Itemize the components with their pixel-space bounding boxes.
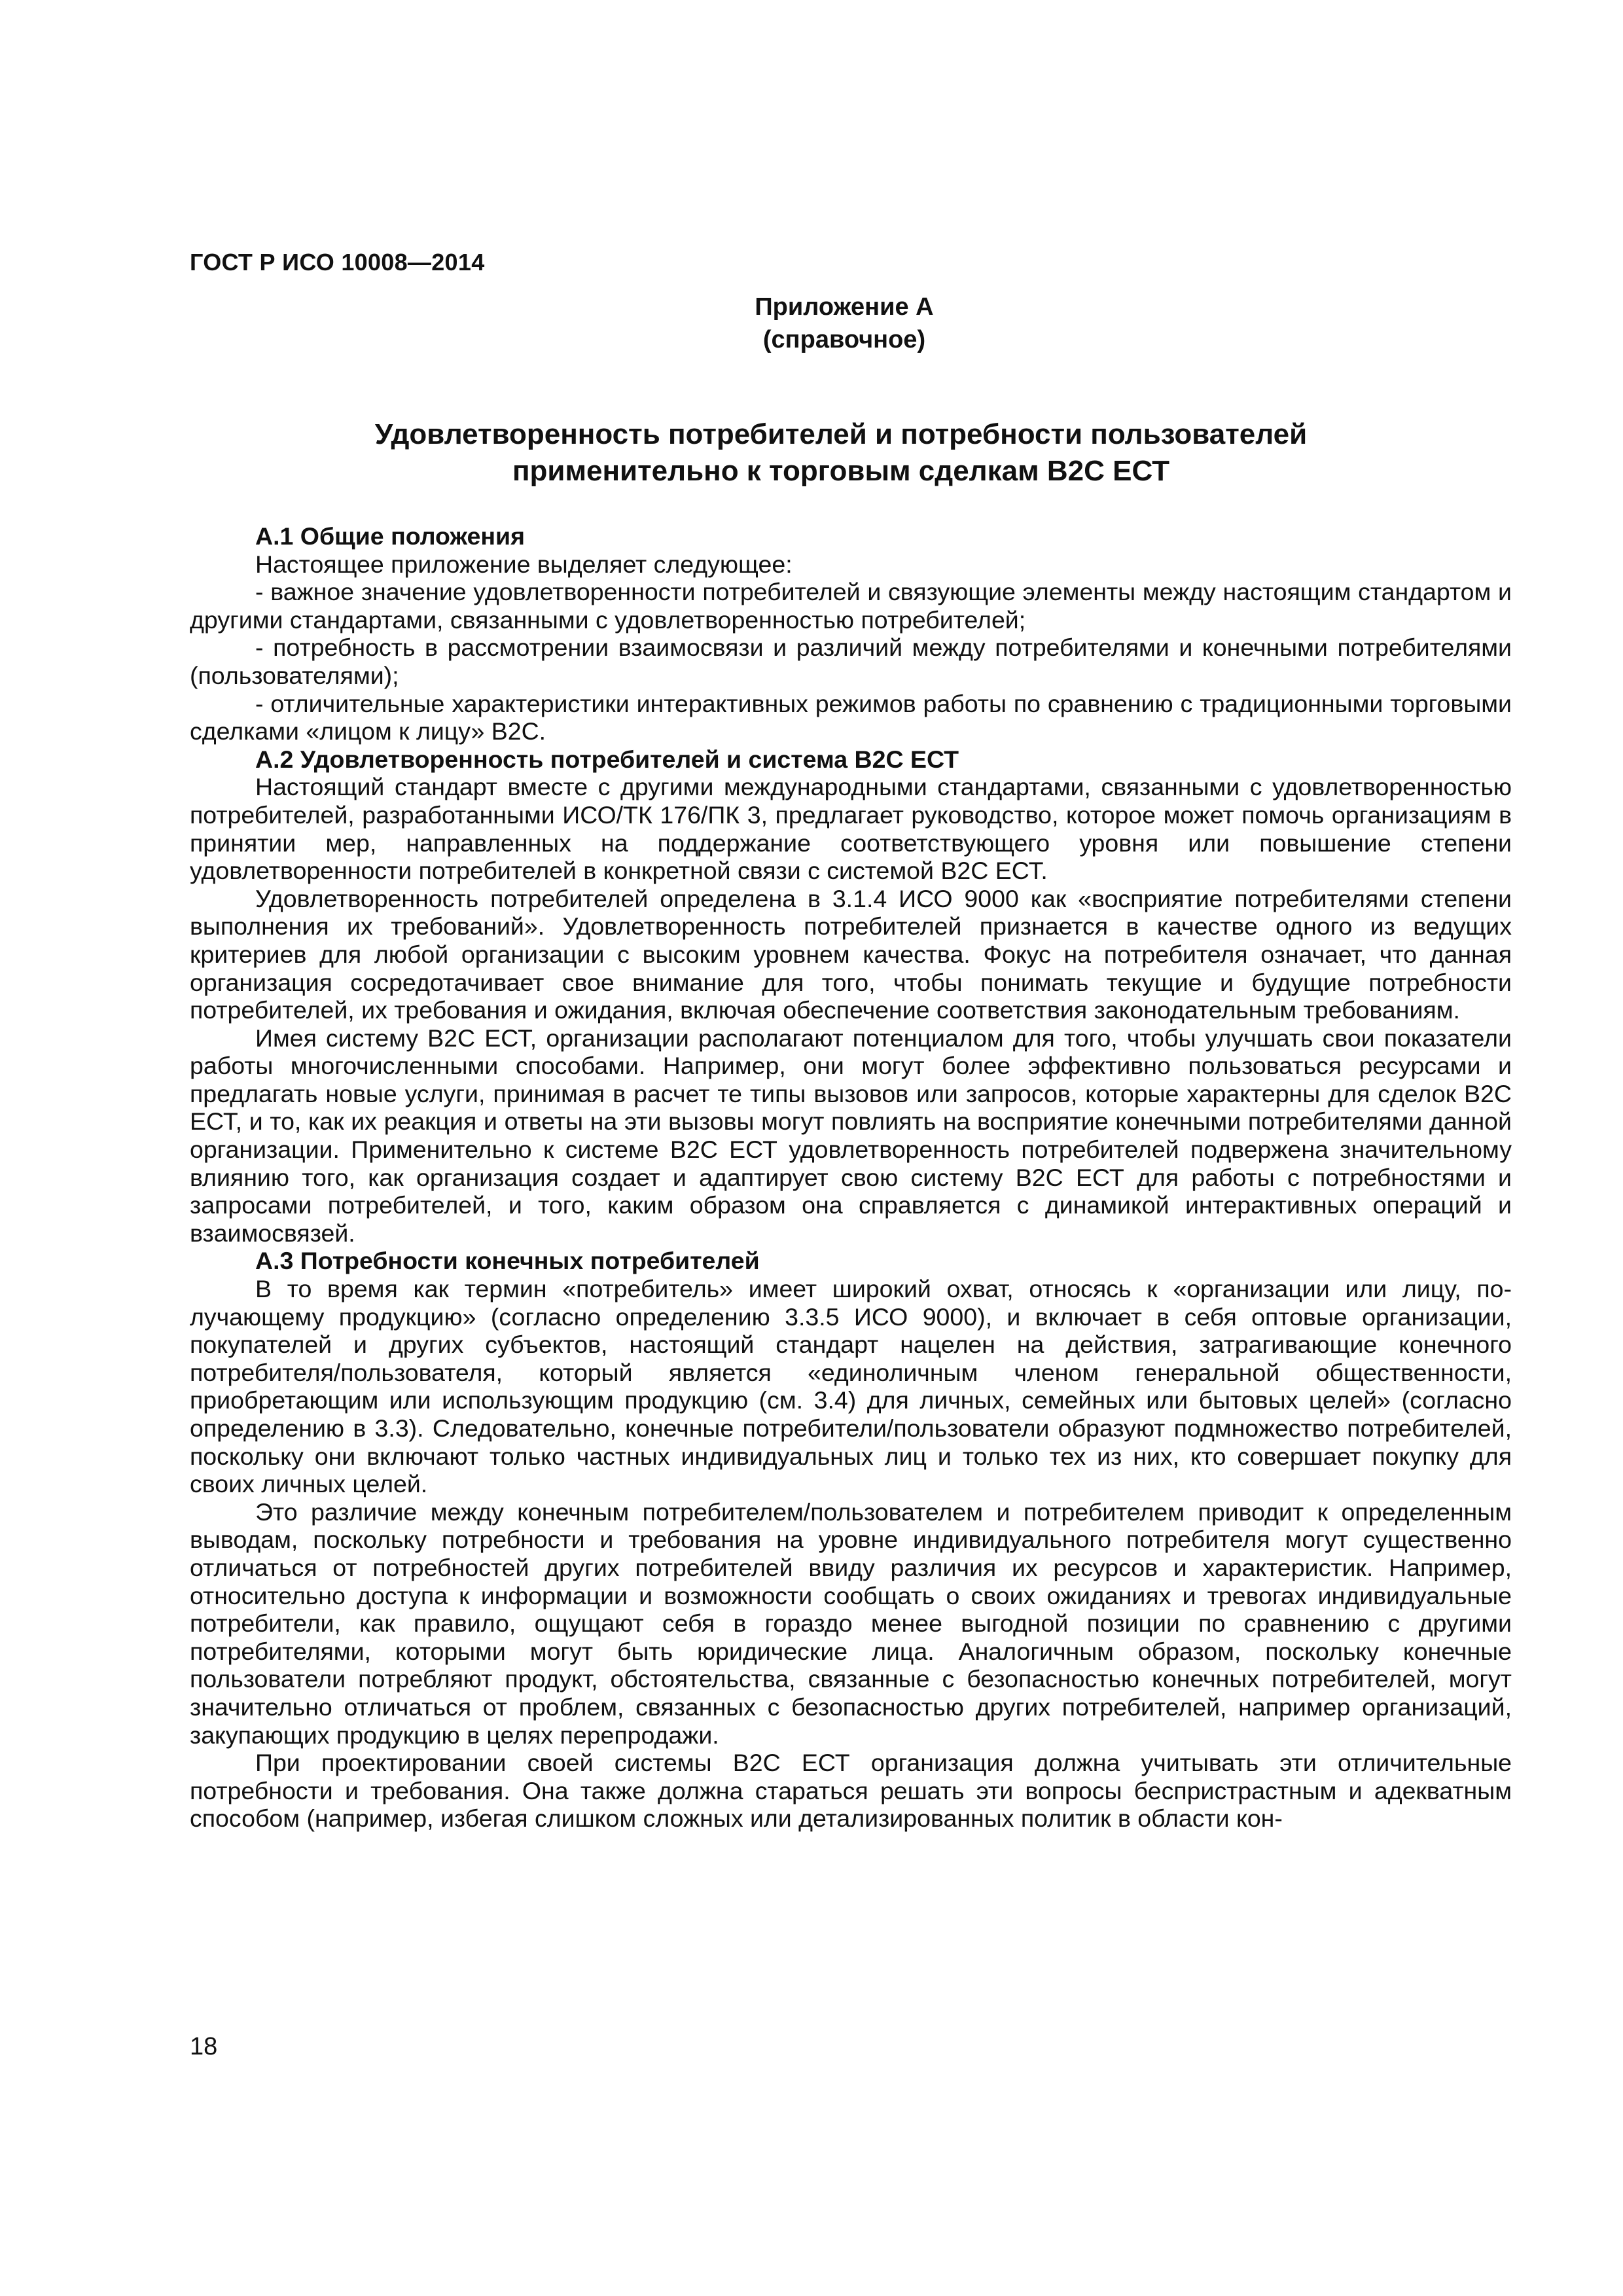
paragraph: Настоящее приложение выделяет следующее: [255,550,793,578]
paragraph: При проектировании своей системы В2С ЕСТ организация должна учитывать эти отличительные потребности и требования. Она также должна стараться решать эти вопросы беспристрастным и адекватным способом (например, избегая слишком сложных или детализированных политик в области кон- [190,1749,1512,1833]
annex-title [190,416,1492,490]
annex-type: (справочное) [762,326,926,353]
annex-label: Приложение А [755,293,934,321]
document-code: ГОСТ Р ИСО 10008—2014 [190,249,485,276]
paragraph: Удовлетворенность потребителей определена в 3.1.4 ИСО 9000 как «восприятие потребителями степени выполнения их требований». Удовлетворенность потребителей признается в качестве одного из ведущих критериев для любой организации с высоким уровнем качества. Фокус на потребителя означает, что данная организация сосредотачивает свое внимание для того, чтобы понимать текущие и будущие потребности потребителей, их требования и ожидания, включая обеспечение соответствия законодательным требованиям. [190,884,1512,1024]
annex-block [0,291,1623,356]
paragraph: В то время как термин «потребитель» имеет широкий охват, относясь к «организации или лицу, получающему продукцию» (согласно определению 3.3.5 ИСО 9000), и включает в себя оптовые организации, покупателей и других субъектов, настоящий стандарт нацелен на действия, затрагивающие конечного потребителя/пользователя, который является «единоличным членом генеральной общественности, приобретающим или использующим продукцию (см. 3.4) для личных, семейных или бытовых целей» (согласно определению в 3.3). Следовательно, конечные потребители/пользователи образуют подмножество потребителей, поскольку они включают только частных индивидуальных лиц и только тех из них, кто совершает покупку для своих личных целей. [190,1275,1512,1498]
section-heading-a3: А.3 Потребности конечных потребителей [255,1247,760,1275]
annex-title-line-1: Удовлетворенность потребителей и потребности пользователей [374,418,1308,450]
document-body [190,522,1512,1833]
list-item: - важное значение удовлетворенности потребителей и связующие элементы между настоящим стандартом и другими стандартами, связанными с удовлетворенностью потребителей; [190,578,1512,634]
annex-title-line-2: применительно к торговым сделкам В2С ЕСТ [512,455,1170,487]
section-heading-a2: А.2 Удовлетворенность потребителей и система В2С ЕСТ [255,745,959,773]
paragraph: Настоящий стандарт вместе с другими международными стандартами, связанными с удовлетворенностью потребителей, разработанными ИСО/ТК 176/ПК 3, предлагает руководство, которое может помочь организациям в принятии мер, направленных на поддержание соответствующего уровня или повышение степени удовлетворенности потребителей в конкретной связи с системой В2С ЕСТ. [190,773,1512,885]
page-number: 18 [190,2033,218,2060]
section-heading-a1: А.1 Общие положения [255,522,525,550]
list-item: - отличительные характеристики интерактивных режимов работы по сравнению с традиционными торговыми сделками «лицом к лицу» В2С. [190,689,1512,745]
paragraph: Это различие между конечным потребителем/пользователем и потребителем приводит к определенным выводам, поскольку потребности и требования на уровне индивидуального потребителя могут существенно отличаться от потребностей других потребителей ввиду различия их ресурсов и характеристик. Например, относительно доступа к информации и возможности сообщать о своих ожиданиях и тревогах индивидуальные потребители, как правило, ощущают себя в гораздо менее выгодной позиции по сравнению с другими потребителями, которыми могут быть юридические лица. Аналогичным образом, поскольку конечные пользователи потребляют продукт, обстоятельства, связанные с безопасностью конечных потребителей, могут значительно отличаться от проблем, связанных с безопасностью других потребителей, например организаций, закупающих продукцию в целях перепродажи. [190,1498,1512,1749]
paragraph: Имея систему В2С ЕСТ, организации располагают потенциалом для того, чтобы улучшать свои показатели работы многочисленными способами. Например, они могут более эффективно пользоваться ресурсами и предлагать новые услуги, принимая в расчет те типы вызовов или запросов, которые характерны для сделок В2С ЕСТ, и то, как их реакция и ответы на эти вызовы могут повлиять на восприятие конечными потребителями данной организации. Применительно к системе В2С ЕСТ удовлетворенность потребителей подвержена значительному влиянию того, как организация создает и адаптирует свою систему В2С ЕСТ для работы с потребностями и запросами потребителей, и того, каким образом она справляется с динамикой интерактивных операций и взаимосвязей. [190,1024,1512,1247]
list-item: - потребность в рассмотрении взаимосвязи и различий между потребителями и конечными потребителями (пользователями); [190,634,1512,689]
